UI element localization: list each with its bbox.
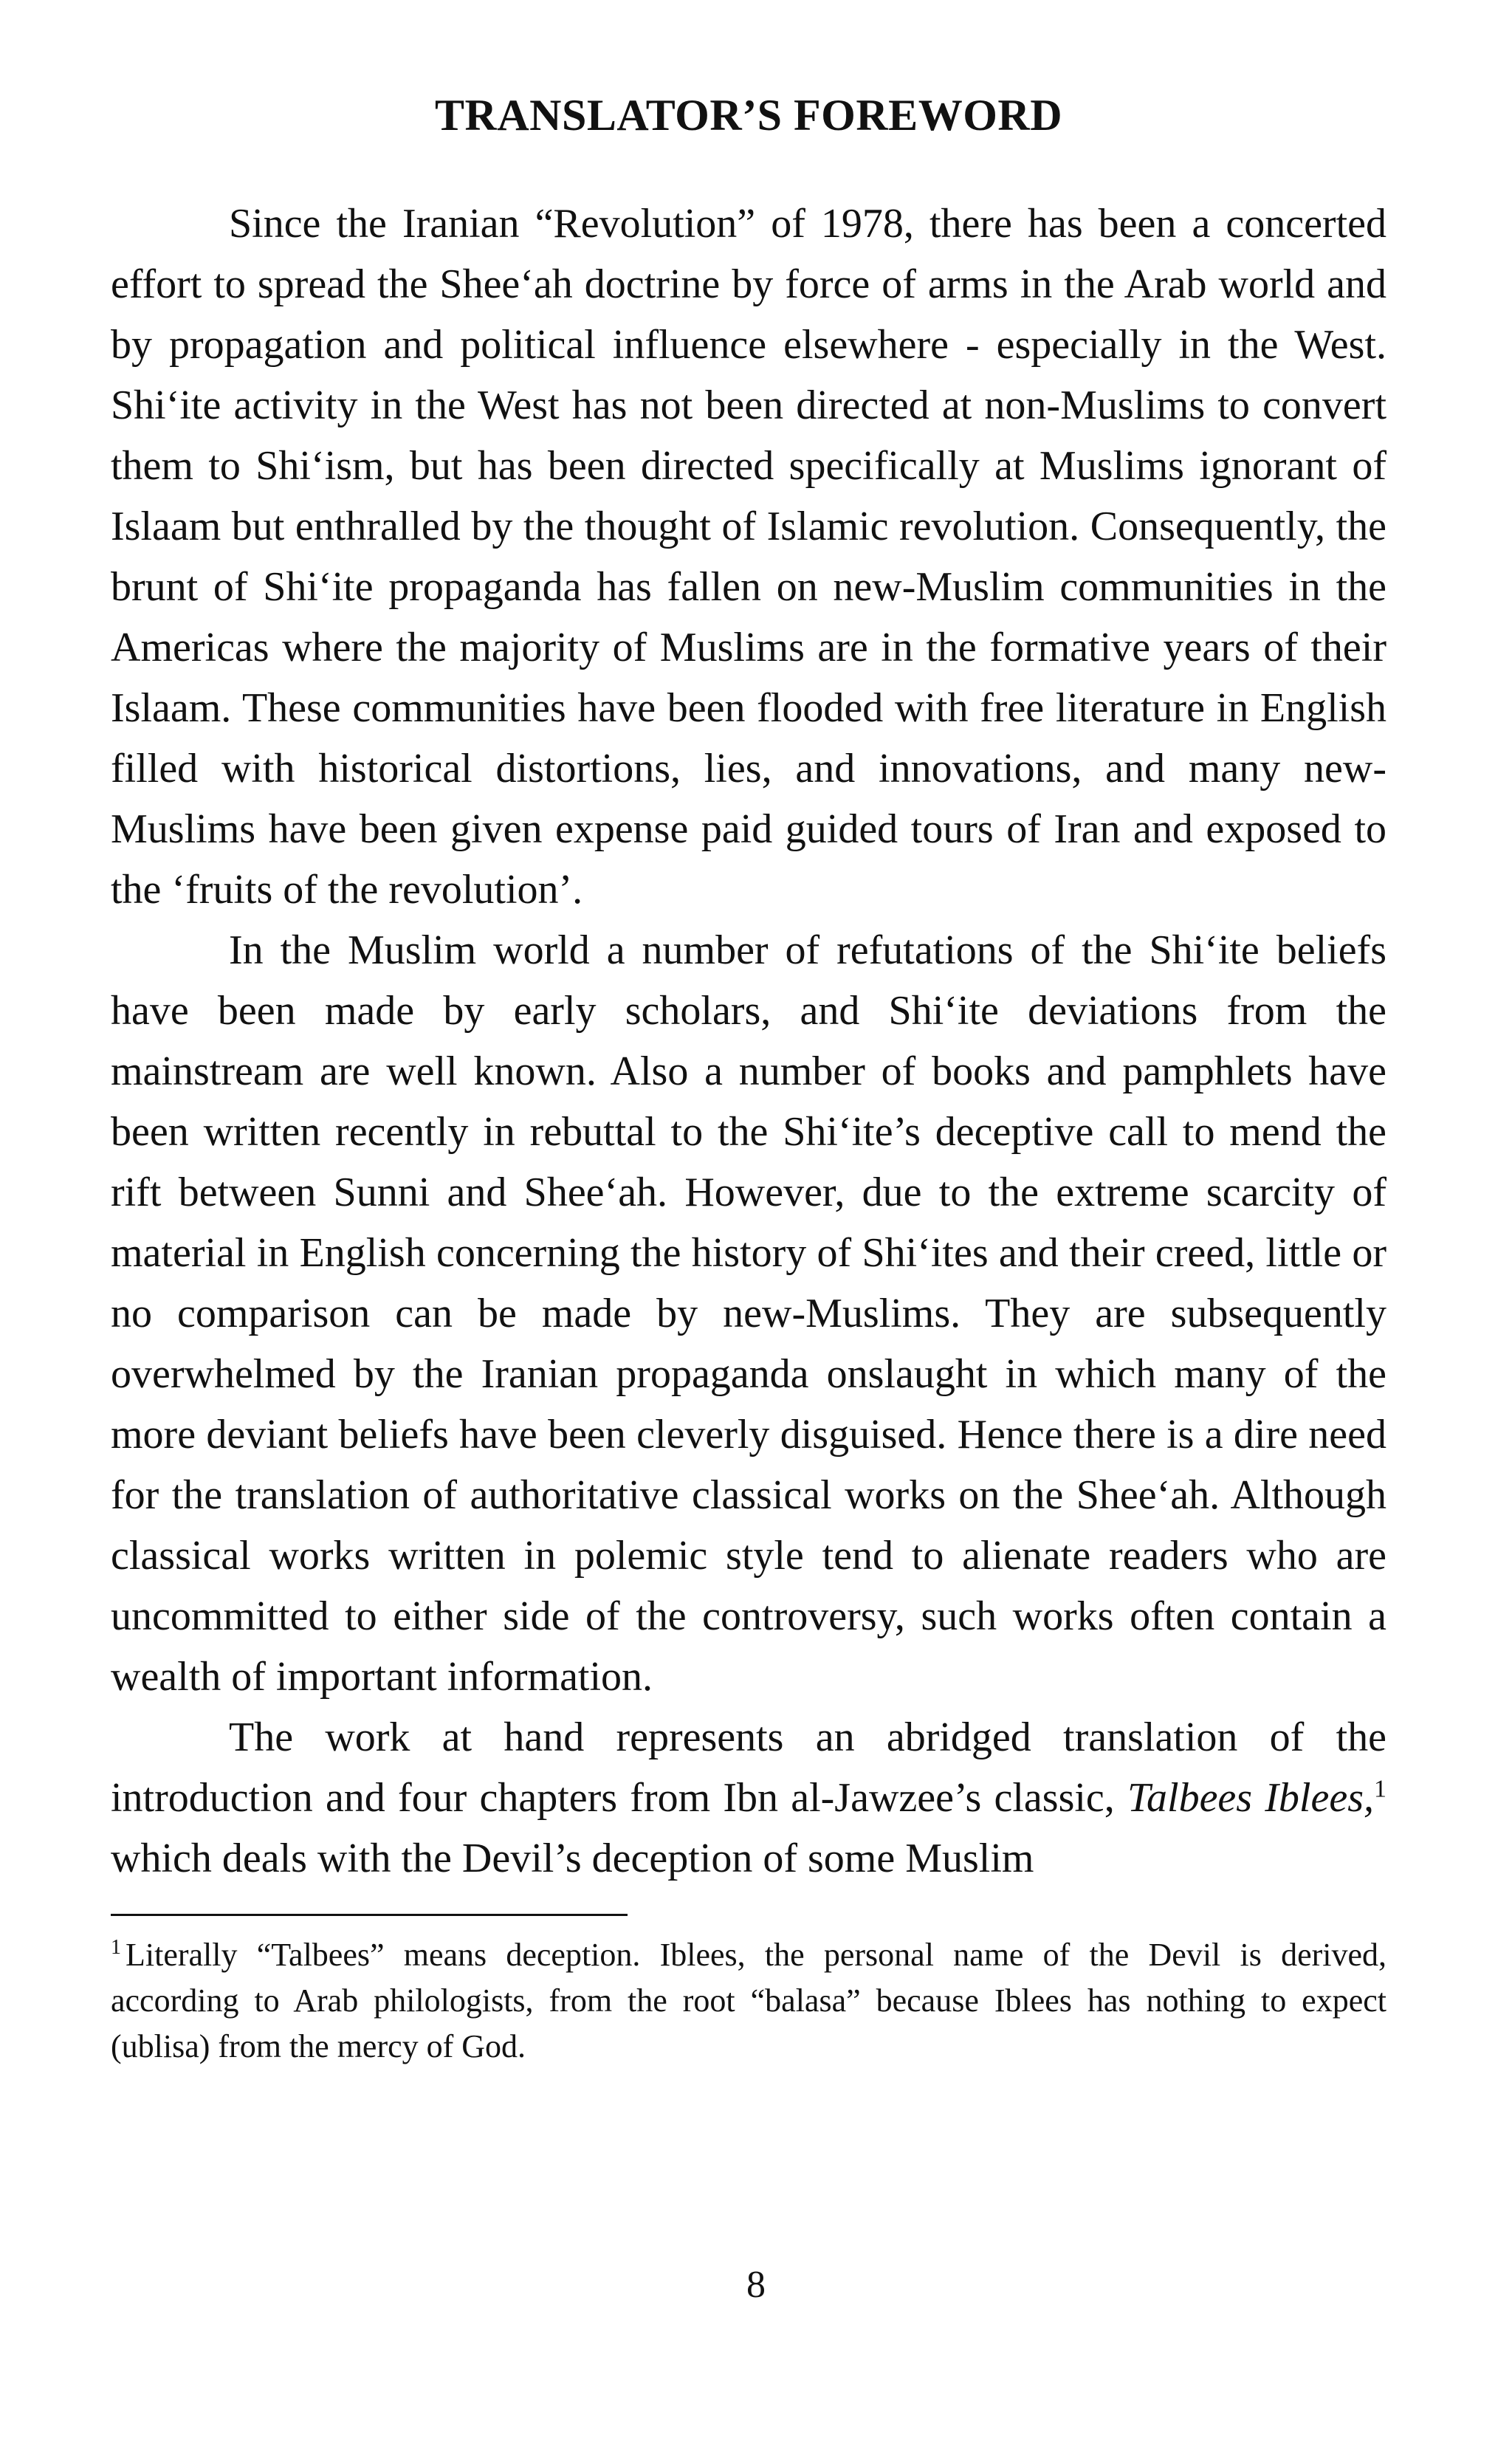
footnote-reference: 1	[1374, 1775, 1386, 1803]
paragraph-1: Since the Iranian “Revolution” of 1978, there has been a concerted effort to spread the Shee‘ah doctrine by force of arms in the Arab world and by propagation and political influence elsewhere - especially in the West. Shi‘ite activity in the West has not been directed at non-Muslims to convert them to Shi‘ism, but has been directed specifically at Muslims ignorant of Islaam but enthralled by the thought of Islamic revolution. Consequently, the brunt of Shi‘ite propaganda has fallen on new-Muslim communities in the Americas where the majority of Muslims are in the formative years of their Islaam. These communities have been flooded with free literature in English filled with historical distortions, lies, and innovations, and many new-Muslims have been given expense paid guided tours of Iran and exposed to the ‘fruits of the revolution’.	[111, 201, 1386, 913]
page-body	[111, 89, 1386, 2070]
page-number: 8	[746, 2264, 766, 2306]
paragraph-3-text-after: which deals with the Devil’s deception of some Muslim	[111, 1836, 1034, 1881]
footnote-number: 1	[111, 1936, 121, 1960]
page-title: TRANSLATOR’S FOREWORD	[434, 91, 1063, 140]
footnote-divider	[111, 1914, 628, 1916]
paragraph-2: In the Muslim world a number of refutations of the Shi‘ite beliefs have been made by early scholars, and Shi‘ite deviations from the mainstream are well known. Also a number of books and pamphlets have been written recently in rebuttal to the Shi‘ite’s deceptive call to mend the rift between Sunni and Shee‘ah. However, due to the extreme scarcity of material in English concerning the history of Shi‘ites and their creed, little or no comparison can be made by new-Muslims. They are subsequently overwhelmed by the Iranian propaganda onslaught in which many of the more deviant beliefs have been cleverly disguised. Hence there is a dire need for the translation of authoritative classical works on the Shee‘ah. Although classical works written in polemic style tend to alienate readers who are uncommitted to either side of the controversy, such works often contain a wealth of important information.	[111, 927, 1386, 1700]
book-title-italic: Talbees Iblees,	[1127, 1775, 1374, 1821]
footnote	[111, 1932, 1386, 2070]
paragraph-3	[111, 1707, 1386, 1889]
footnote-text: Literally “Talbees” means deception. Iblees, the personal name of the Devil is derived, according to Arab philologists, from the root “balasa” because Iblees has nothing to expect (ublisa) from the mercy of God.	[111, 1937, 1386, 2064]
paragraph-3-text-before: The work at hand represents an abridged translation of the introduction and four chapters from Ibn al-Jawzee’s classic,	[111, 1714, 1386, 1821]
